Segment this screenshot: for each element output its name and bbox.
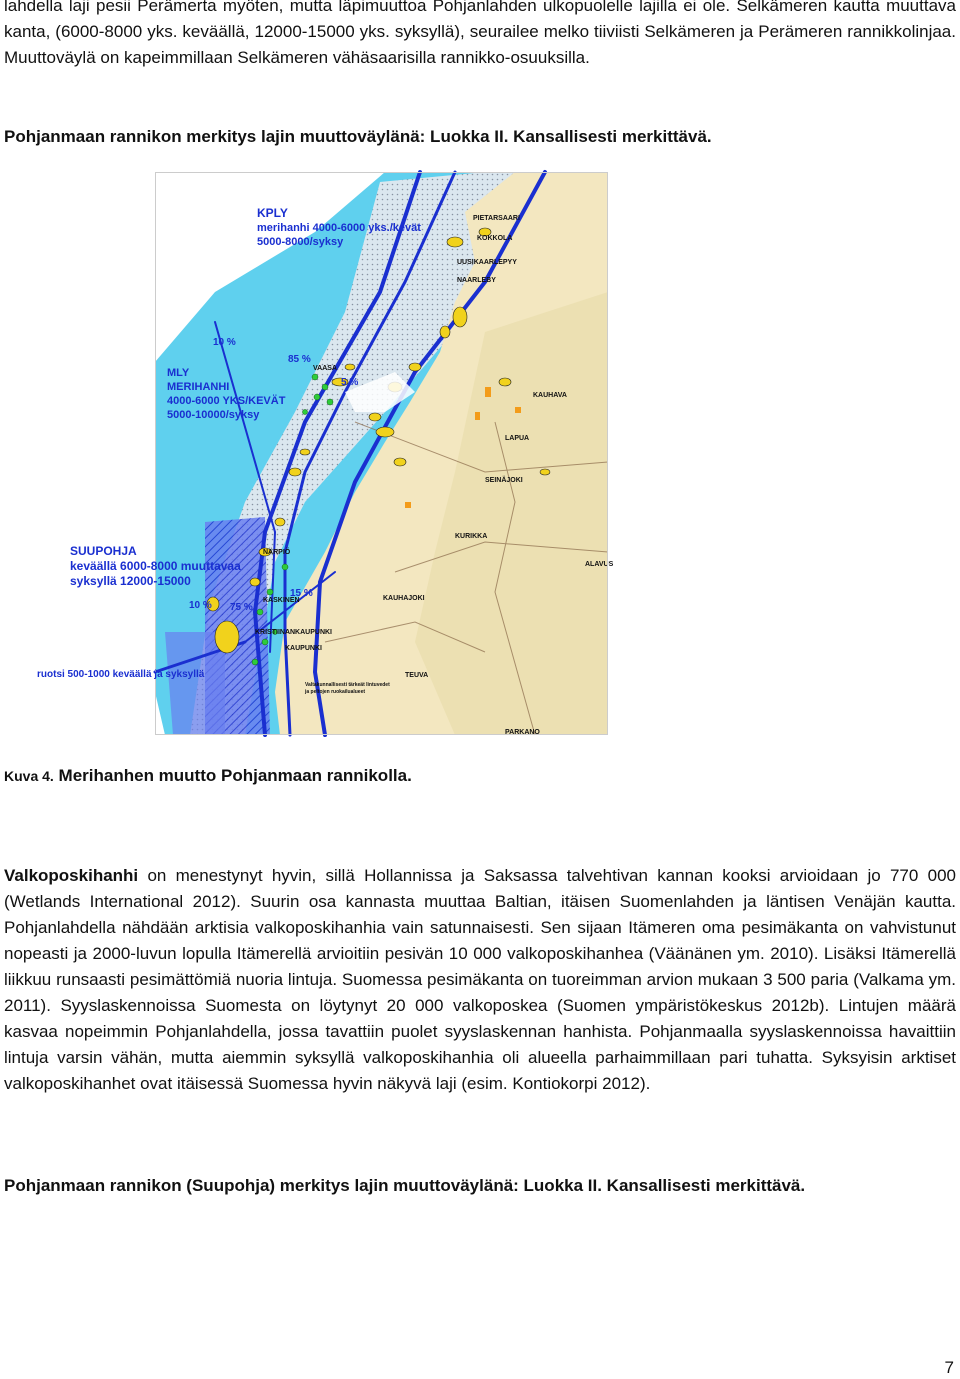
mly-line2: 4000-6000 YKS/KEVÄT bbox=[167, 395, 286, 407]
heading-significance-luokka-ii: Pohjanmaan rannikon merkitys lajin muuttoväylänä: Luokka II. Kansallisesti merkittävä. bbox=[4, 127, 712, 146]
place-label: SEINÄJOKI bbox=[485, 477, 523, 484]
mly-line1: MERIHANHI bbox=[167, 381, 230, 393]
place-label: TEUVA bbox=[405, 672, 429, 679]
pct-label: 5 % bbox=[341, 377, 359, 388]
mly-line3: 5000-10000/syksy bbox=[167, 409, 260, 421]
caption-text: Merihanhen muutto Pohjanmaan rannikolla. bbox=[58, 766, 412, 785]
top-paragraph: lahdella laji pesii Perämerta myöten, mutta läpimuuttoa Pohjanlahden ulkopuolelle lajilla ei ole. Selkämeren kautta muuttava kanta, (6000-8000 yks. keväällä, 12000-15000 yks. syksyllä), seurailee melko tiiviisti Selkämeren ja Perämeren rannikkolinjaa. Muuttoväylä on kapeimmillaan Selkämeren vähäsaarisilla rannikko-osuuksilla. bbox=[4, 0, 956, 67]
place-label: KASKINEN bbox=[263, 597, 300, 604]
merihanhi-migration-map bbox=[155, 172, 614, 736]
pct-label: 85 % bbox=[288, 354, 311, 365]
pct-label: 10 % bbox=[213, 337, 236, 348]
place-label: ALAVUS bbox=[585, 561, 614, 568]
page-number: 7 bbox=[944, 1358, 954, 1377]
mly-title: MLY bbox=[167, 367, 190, 379]
place-label: VAASA bbox=[313, 365, 337, 372]
place-label: KURIKKA bbox=[455, 533, 488, 540]
suupohja-title: SUUPOHJA bbox=[70, 544, 137, 558]
pct-label: 75 % bbox=[230, 602, 253, 613]
heading-suupohja-significance: Pohjanmaan rannikon (Suupohja) merkitys lajin muuttoväylänä: Luokka II. Kansallisesti merkittävä. bbox=[4, 1176, 806, 1195]
place-label: KAUHAJOKI bbox=[383, 595, 425, 602]
legend-line2: ja peltojen ruokailualueet bbox=[305, 689, 366, 695]
pct-label: 15 % bbox=[290, 588, 313, 599]
place-label: PIETARSAARI bbox=[473, 215, 520, 222]
pct-label: 10 % bbox=[189, 600, 212, 611]
suupohja-label-block bbox=[70, 544, 241, 589]
place-label: PARKANO bbox=[505, 729, 540, 736]
place-label: LAPUA bbox=[505, 435, 530, 442]
suupohja-line1: keväällä 6000-8000 muuttavaa bbox=[70, 559, 241, 573]
kply-line2: 5000-8000/syksy bbox=[257, 236, 344, 248]
place-label: KOKKOLA bbox=[477, 235, 513, 242]
place-label: KAUHAVA bbox=[533, 392, 567, 399]
place-label: KRISTIINANKAUPUNKI bbox=[255, 629, 332, 636]
species-name: Valkoposkihanhi bbox=[4, 866, 139, 885]
caption-figure-number: Kuva 4. bbox=[4, 768, 54, 784]
place-label: NÄRPIÖ bbox=[263, 549, 291, 556]
kply-line1: merihanhi 4000-6000 yks./kevät bbox=[257, 222, 421, 234]
kply-title: KPLY bbox=[257, 206, 288, 220]
figure-caption bbox=[4, 766, 412, 786]
legend-line1: Valtakunnallisesti tärkeät lintuvedet bbox=[305, 682, 390, 688]
main-paragraph bbox=[4, 863, 956, 1097]
suupohja-line2: syksyllä 12000-15000 bbox=[70, 574, 191, 588]
main-paragraph-text: on menestynyt hyvin, sillä Hollannissa ja Saksassa talvehtivan kannan kooksi arvioidaan jo 770 000 (Wetlands International 2012). Suurin osa kannasta muuttaa Baltian, itäisen Suomenlahden ja läntisen Venäjän kautta. Pohjanlahdella nähdään arktisia valkoposkihanhia vain satunnaisesti. Sen sijaan Itämeren oma pesimäkanta on vahvistunut nopeasti ja 2000-luvun lopulla Itämerellä arvioitiin pesivän 10 000 valkoposkihanhea (Väänänen ym. 2010). Lisäksi Itämerellä liikkuu runsaasti pesimättömiä nuoria lintuja. Suomessa pesimäkanta on tuoreimman arvion mukaan 3 500 paria (Valkama ym. 2011). Syyslaskennoissa Suomesta on löytynyt 20 000 valkoposkea (Suomen ympäristökeskus 2012b). Lintujen määrä kasvaa nopeimmin Pohjanlahdella, jossa tavattiin puolet syyslaskennan hanhista. Pohjanmaalla syyslaskennoissa havaittiin lintuja varsin vähän, mutta aiemmin syksyllä valkoposkihanhia oli alueella parhaimmillaan pari tuhatta. Syksyisin arktiset valkoposkihanhet ovat itäisessä Suomessa hyvin näkyvä laji (esim. Kontiokorpi 2012). bbox=[4, 866, 956, 1093]
place-label: KAUPUNKI bbox=[285, 645, 322, 652]
place-label: UUSIKAARLEPYY bbox=[457, 259, 517, 266]
ruotsi-label: ruotsi 500-1000 keväällä ja syksyllä bbox=[37, 669, 205, 680]
place-label: NAARLEBY bbox=[457, 277, 496, 284]
